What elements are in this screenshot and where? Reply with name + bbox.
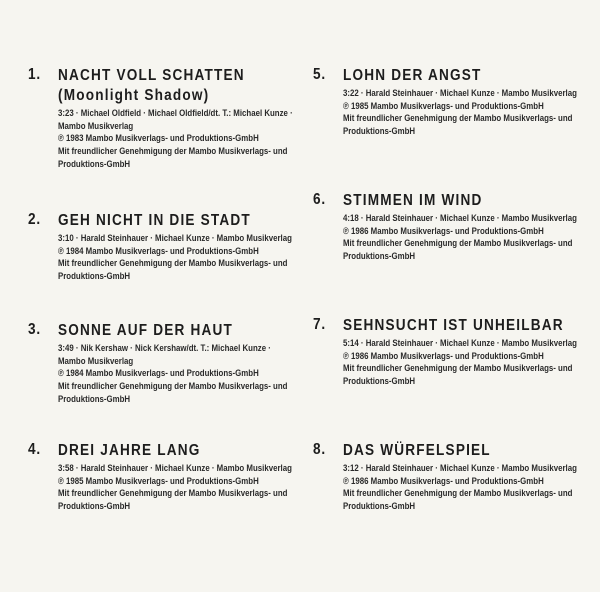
track-title-line: NACHT VOLL SCHATTEN [58, 67, 245, 84]
track-title-line: DAS WÜRFELSPIEL [343, 442, 491, 459]
credit-line: ℗ 1984 Mambo Musikverlags- und Produktions-GmbH [58, 245, 259, 257]
credit-line: 3:58 · Harald Steinhauer · Michael Kunze · Mambo Musikverlag [58, 463, 292, 474]
credit-line: 3:12 · Harald Steinhauer · Michael Kunze · Mambo Musikverlag [343, 463, 577, 474]
track-credits [58, 343, 287, 407]
track-title-line: SEHNSUCHT IST UNHEILBAR [343, 317, 564, 334]
credit-line: ℗ 1986 Mambo Musikverlags- und Produktions-GmbH [343, 475, 544, 487]
credit-line: Mit freundlicher Genehmigung der Mambo Musikverlags- und [58, 488, 288, 500]
credit-line: 3:10 · Harald Steinhauer · Michael Kunze · Mambo Musikverlag [58, 233, 292, 244]
credit-line: ℗ 1986 Mambo Musikverlags- und Produktions-GmbH [343, 350, 544, 362]
credit-line: Produktions-GmbH [58, 501, 131, 513]
track-number: 4. [28, 441, 42, 458]
track-credits [58, 108, 293, 172]
credit-line: Mit freundlicher Genehmigung der Mambo Musikverlags- und [343, 238, 573, 250]
track-title-line: LOHN DER ANGST [343, 67, 482, 84]
track-credits [343, 213, 577, 264]
track-title [58, 66, 245, 106]
track-number: 6. [313, 191, 327, 208]
credit-line: Mit freundlicher Genehmigung der Mambo Musikverlags- und [58, 258, 288, 270]
track-title [58, 321, 233, 341]
credit-line: Mit freundlicher Genehmigung der Mambo Musikverlags- und [343, 488, 573, 500]
credit-line: 5:14 · Harald Steinhauer · Michael Kunze · Mambo Musikverlag [343, 338, 577, 349]
credit-line: 3:23 · Michael Oldfield · Michael Oldfield/dt. T.: Michael Kunze · [58, 108, 293, 119]
credit-line: Mit freundlicher Genehmigung der Mambo Musikverlags- und [58, 381, 288, 393]
track-number: 7. [313, 316, 327, 333]
credit-line: 4:18 · Harald Steinhauer · Michael Kunze · Mambo Musikverlag [343, 213, 577, 224]
track-credits [343, 463, 577, 514]
track-title-line: DREI JAHRE LANG [58, 442, 201, 459]
track-title-line: (Moonlight Shadow) [58, 87, 210, 104]
credit-line: ℗ 1986 Mambo Musikverlags- und Produktions-GmbH [343, 225, 544, 237]
track-number: 1. [28, 66, 42, 83]
track-title [343, 316, 564, 336]
credit-line: Mambo Musikverlag [58, 355, 134, 367]
track-title [343, 66, 482, 86]
credit-line: Mit freundlicher Genehmigung der Mambo Musikverlags- und [343, 363, 573, 375]
track-title [343, 441, 491, 461]
credit-line: Mit freundlicher Genehmigung der Mambo Musikverlags- und [343, 113, 573, 125]
track-credits [58, 233, 292, 284]
credit-line: Produktions-GmbH [343, 126, 416, 138]
credit-line: Produktions-GmbH [58, 158, 131, 170]
credit-line: ℗ 1985 Mambo Musikverlags- und Produktions-GmbH [343, 100, 544, 112]
credit-line: Produktions-GmbH [58, 393, 131, 405]
track-title [343, 191, 482, 211]
credit-line: 3:49 · Nik Kershaw · Nick Kershaw/dt. T.: Michael Kunze · [58, 343, 271, 354]
credit-line: Produktions-GmbH [343, 376, 416, 388]
track-title [58, 441, 201, 461]
track-number: 8. [313, 441, 327, 458]
credit-line: ℗ 1985 Mambo Musikverlags- und Produktions-GmbH [58, 475, 259, 487]
credit-line: Mit freundlicher Genehmigung der Mambo Musikverlags- und [58, 146, 288, 158]
track-credits [58, 463, 292, 514]
credit-line: Produktions-GmbH [343, 501, 416, 513]
credit-line: ℗ 1984 Mambo Musikverlags- und Produktions-GmbH [58, 368, 259, 380]
track-title-line: SONNE AUF DER HAUT [58, 322, 234, 339]
track-title [58, 211, 251, 231]
track-title-line: GEH NICHT IN DIE STADT [58, 212, 251, 229]
credit-line: 3:22 · Harald Steinhauer · Michael Kunze · Mambo Musikverlag [343, 88, 577, 99]
credit-line: Produktions-GmbH [58, 271, 131, 283]
credit-line: Mambo Musikverlag [58, 120, 134, 132]
credit-line: ℗ 1983 Mambo Musikverlags- und Produktions-GmbH [58, 133, 259, 145]
track-credits [343, 338, 577, 389]
track-title-line: STIMMEN IM WIND [343, 192, 483, 209]
credit-line: Produktions-GmbH [343, 251, 416, 263]
track-number: 5. [313, 66, 327, 83]
track-number: 3. [28, 321, 42, 338]
track-number: 2. [28, 211, 42, 228]
track-credits [343, 88, 577, 139]
